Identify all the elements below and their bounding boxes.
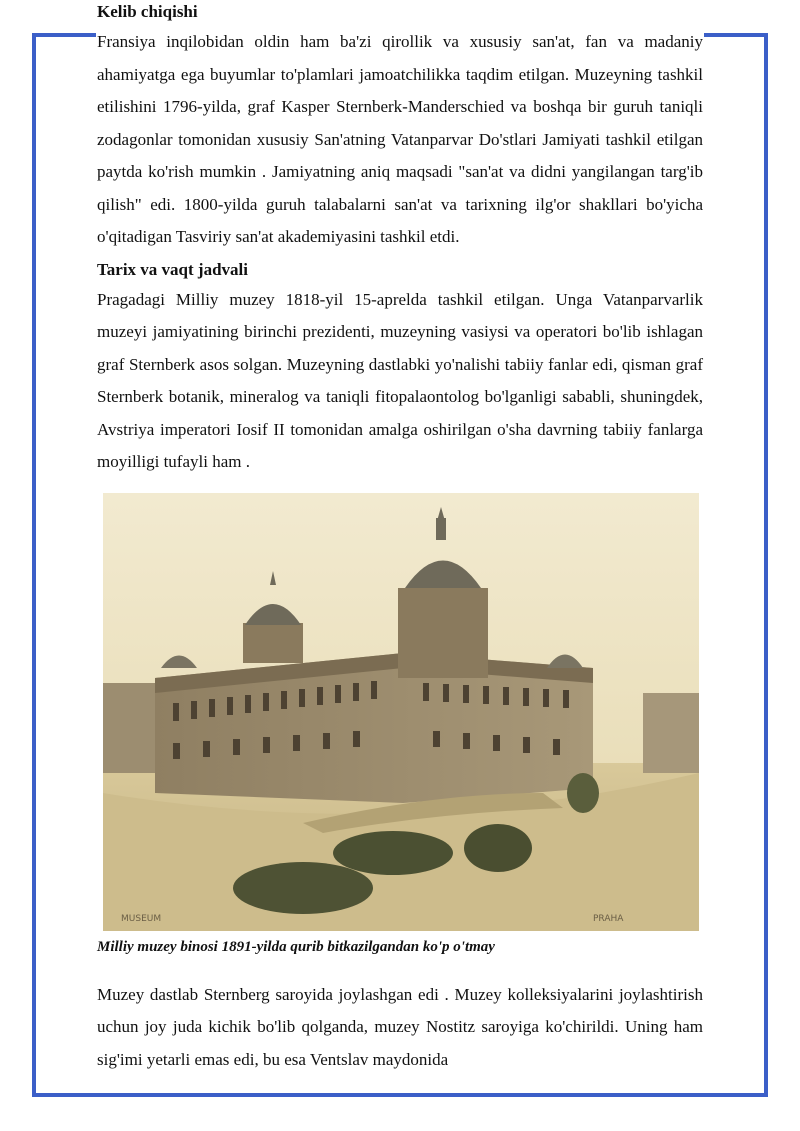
photo-label-right: PRAHA (593, 913, 624, 924)
document-body (97, 0, 703, 1076)
photo-label-left: MUSEUM (121, 913, 162, 924)
page-frame-top-right (704, 33, 768, 37)
figure-caption: Milliy muzey binosi 1891-yilda qurib bitkazilgandan ko'p o'tmay (97, 938, 495, 955)
page-frame-left (32, 33, 36, 1097)
museum-photo (103, 493, 699, 931)
paragraph-history: Pragadagi Milliy muzey 1818-yil 15-aprelda tashkil etilgan. Unga Vatanparvarlik muzeyi jamiyatining birinchi prezidenti, muzeyning vasiysi va operatori bo'lib ishlagan graf Sternberk asos solgan. Muzeyning dastlabki yo'nalishi tabiiy fanlar edi, qisman graf Sternberk botanik, mineralog va taniqli fitopalaontolog bo'lganligi sababli, shuningdek, Avstriya imperatori Iosif II tomonidan amalga oshirilgan o'sha davrning tabiiy fanlarga moyilligi tufayli ham . (97, 289, 703, 471)
paragraph-origin: Fransiya inqilobidan oldin ham ba'zi qirollik va xususiy san'at, fan va madaniy ahamiyatga ega buyumlar to'plamlari jamoatchilikka taqdim etilgan. Muzeyning tashkil etilishini 1796-yilda, graf Kasper Sternberk-Manderschied va boshqa bir guruh taniqli zodagonlar tomonidan xususiy San'atning Vatanparvar Do'stlari Jamiyati tashkil etilgan paytda ko'rish mumkin . Jamiyatning aniq maqsadi "san'at va didni yangilangan targ'ib qilish" edi. 1800-yilda guruh talabalarni san'at va tarixning ilg'or shakllari bo'yicha o'qitadigan Tasviriy san'at akademiyasini tashkil etdi. (97, 32, 703, 246)
heading-kelib-chiqishi: Kelib chiqishi (97, 2, 198, 21)
heading-tarix: Tarix va vaqt jadvali (97, 259, 248, 279)
paragraph-location: Muzey dastlab Sternberg saroyida joylashgan edi . Muzey kolleksiyalarini joylashtirish uchun joy juda kichik bo'lib qolganda, muzey Nostitz saroyiga ko'chirildi. Uning ham sig'imi yetarli emas edi, bu esa Ventslav maydonida (97, 984, 703, 1069)
page-frame-right (764, 33, 768, 1097)
page-frame-bottom (32, 1093, 768, 1097)
page-frame-top-left (32, 33, 96, 37)
